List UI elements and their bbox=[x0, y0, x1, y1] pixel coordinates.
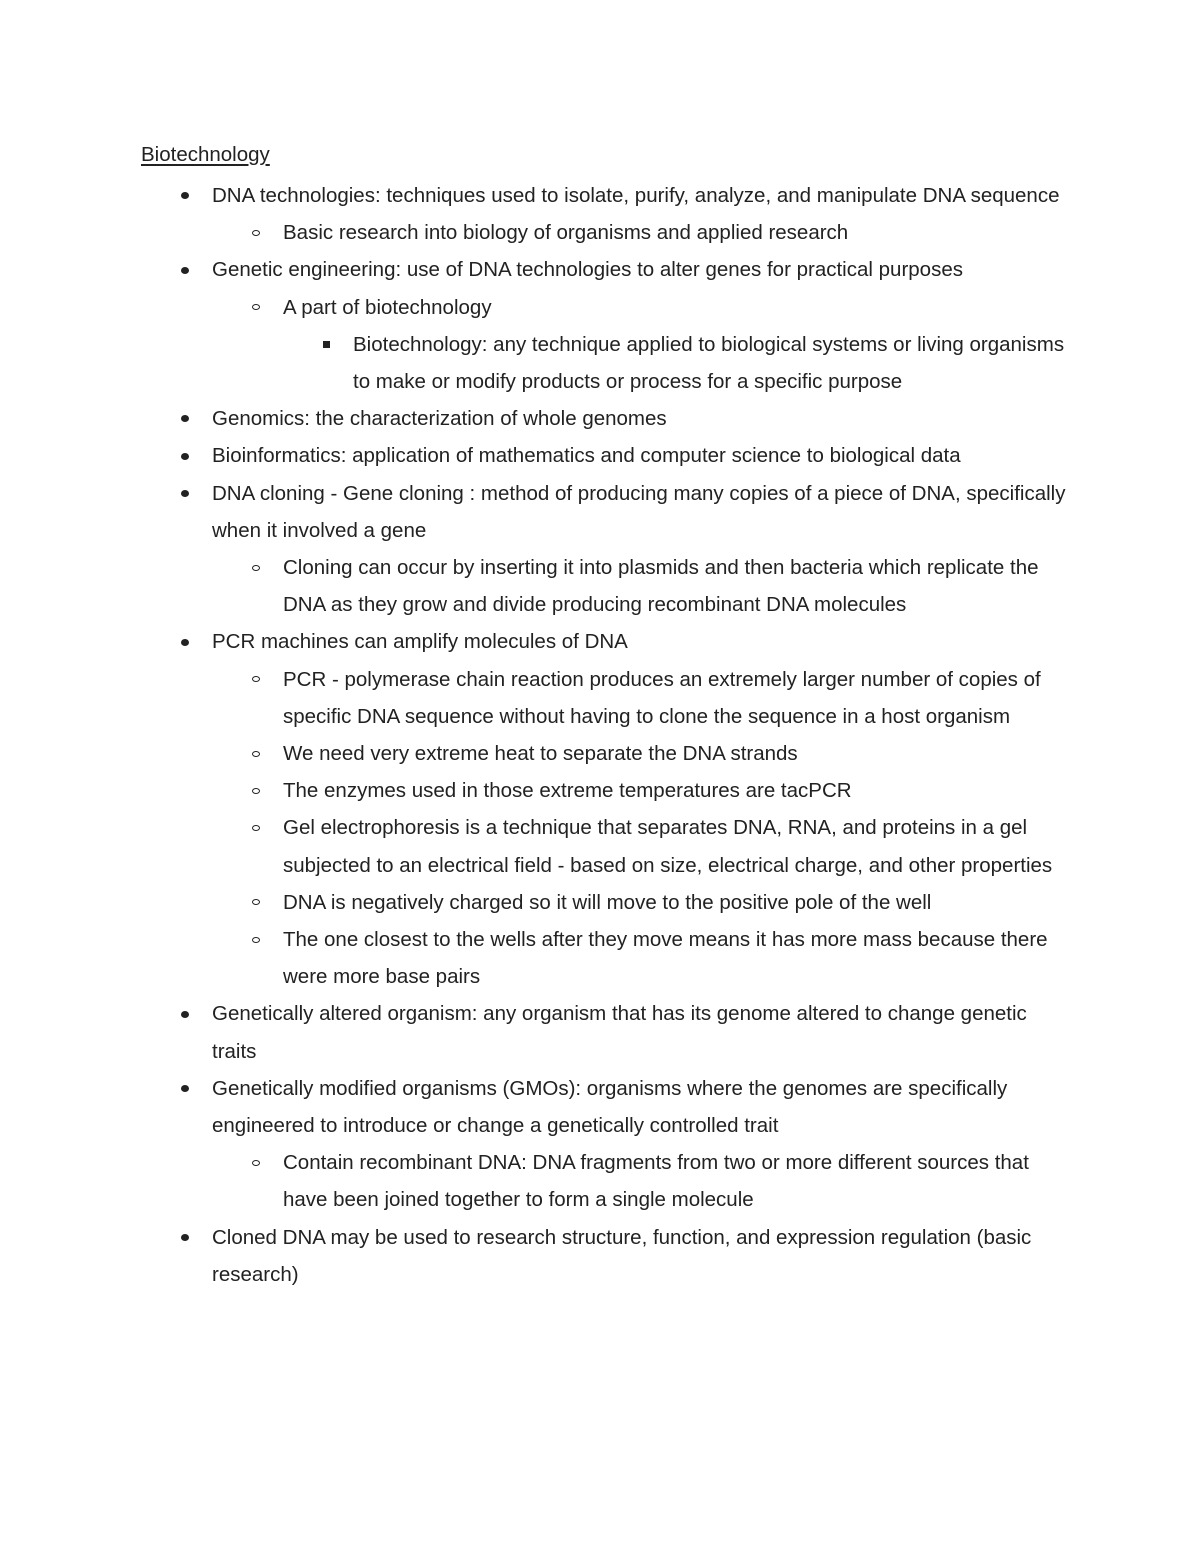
filled-bullet-icon bbox=[178, 251, 192, 288]
filled-bullet-icon bbox=[178, 177, 192, 214]
list-item-level-1 bbox=[141, 475, 1071, 549]
filled-bullet-icon bbox=[178, 475, 192, 512]
list-item-level-2 bbox=[141, 809, 1071, 883]
list-item-level-2 bbox=[141, 549, 1071, 623]
list-item-level-3 bbox=[141, 326, 1071, 400]
hollow-circle-bullet-icon bbox=[249, 735, 263, 772]
list-item-level-1 bbox=[141, 437, 1071, 474]
hollow-circle-bullet-icon bbox=[249, 1144, 263, 1181]
list-item-text: Bioinformatics: application of mathematics and computer science to biological data bbox=[212, 444, 961, 468]
list-item-level-2 bbox=[141, 884, 1071, 921]
hollow-circle-bullet-icon bbox=[249, 884, 263, 921]
list-item-level-2 bbox=[141, 289, 1071, 326]
list-item-text: Genomics: the characterization of whole genomes bbox=[212, 407, 667, 431]
list-item-text: DNA cloning - Gene cloning : method of producing many copies of a piece of DNA, specifically when it involved a gene bbox=[212, 481, 1066, 542]
list-item-level-2 bbox=[141, 214, 1071, 251]
list-item-text: The one closest to the wells after they move means it has more mass because there were more base pairs bbox=[283, 928, 1048, 989]
filled-bullet-icon bbox=[178, 400, 192, 437]
list-item-text: Genetically modified organisms (GMOs): organisms where the genomes are specifically engineered to introduce or change a genetically controlled trait bbox=[212, 1076, 1008, 1138]
document-title: Biotechnology bbox=[141, 143, 270, 166]
filled-bullet-icon bbox=[178, 995, 192, 1032]
hollow-circle-bullet-icon bbox=[249, 549, 263, 586]
bullet-list bbox=[141, 177, 1071, 1293]
hollow-circle-bullet-icon bbox=[249, 809, 263, 846]
list-item-level-2 bbox=[141, 921, 1071, 995]
list-item-level-1 bbox=[141, 995, 1071, 1069]
filled-bullet-icon bbox=[178, 1219, 192, 1256]
list-item-text: DNA technologies: techniques used to isolate, purify, analyze, and manipulate DNA sequence bbox=[212, 184, 1060, 207]
list-item-text: Genetically altered organism: any organism that has its genome altered to change genetic traits bbox=[212, 1002, 1027, 1063]
list-item-text: DNA is negatively charged so it will move to the positive pole of the well bbox=[283, 890, 932, 914]
list-item-text: Cloning can occur by inserting it into plasmids and then bacteria which replicate the DNA as they grow and divide producing recombinant DNA molecules bbox=[283, 556, 1039, 617]
hollow-circle-bullet-icon bbox=[249, 289, 263, 326]
list-item-text: Basic research into biology of organisms and applied research bbox=[283, 221, 849, 245]
list-item-text: PCR machines can amplify molecules of DNA bbox=[212, 630, 628, 654]
filled-bullet-icon bbox=[178, 1070, 192, 1107]
filled-bullet-icon bbox=[178, 623, 192, 660]
list-item-text: The enzymes used in those extreme temperatures are tacPCR bbox=[283, 779, 852, 803]
square-bullet-icon bbox=[319, 326, 333, 363]
filled-bullet-icon bbox=[178, 437, 192, 474]
list-item-text: Biotechnology: any technique applied to biological systems or living organisms to make or modify products or process for a specific purpose bbox=[353, 332, 1065, 394]
list-item-level-2 bbox=[141, 661, 1071, 735]
list-item-text: A part of biotechnology bbox=[283, 295, 492, 319]
list-item-level-1 bbox=[141, 400, 1071, 437]
list-item-text: Genetic engineering: use of DNA technologies to alter genes for practical purposes bbox=[212, 258, 963, 282]
list-item-text: Gel electrophoresis is a technique that separates DNA, RNA, and proteins in a gel subjected to an electrical field - based on size, electrical charge, and other properties bbox=[283, 816, 1053, 877]
list-item-level-1 bbox=[141, 1219, 1071, 1293]
list-item-level-1 bbox=[141, 251, 1071, 288]
hollow-circle-bullet-icon bbox=[249, 921, 263, 958]
list-item-level-2 bbox=[141, 735, 1071, 772]
list-item-level-2 bbox=[141, 1144, 1071, 1218]
hollow-circle-bullet-icon bbox=[249, 214, 263, 251]
list-item-level-1 bbox=[141, 177, 1071, 214]
list-item-level-2 bbox=[141, 772, 1071, 809]
list-item-level-1 bbox=[141, 1070, 1071, 1144]
hollow-circle-bullet-icon bbox=[249, 772, 263, 809]
list-item-text: PCR - polymerase chain reaction produces an extremely larger number of copies of specific DNA sequence without having to clone the sequence in a host organism bbox=[283, 667, 1041, 728]
document-body bbox=[141, 140, 1071, 1293]
list-item-text: We need very extreme heat to separate the DNA strands bbox=[283, 742, 798, 766]
hollow-circle-bullet-icon bbox=[249, 661, 263, 698]
list-item-text: Contain recombinant DNA: DNA fragments from two or more different sources that have been joined together to form a single molecule bbox=[283, 1151, 1029, 1212]
list-item-level-1 bbox=[141, 623, 1071, 660]
list-item-text: Cloned DNA may be used to research structure, function, and expression regulation (basic research) bbox=[212, 1225, 1032, 1286]
